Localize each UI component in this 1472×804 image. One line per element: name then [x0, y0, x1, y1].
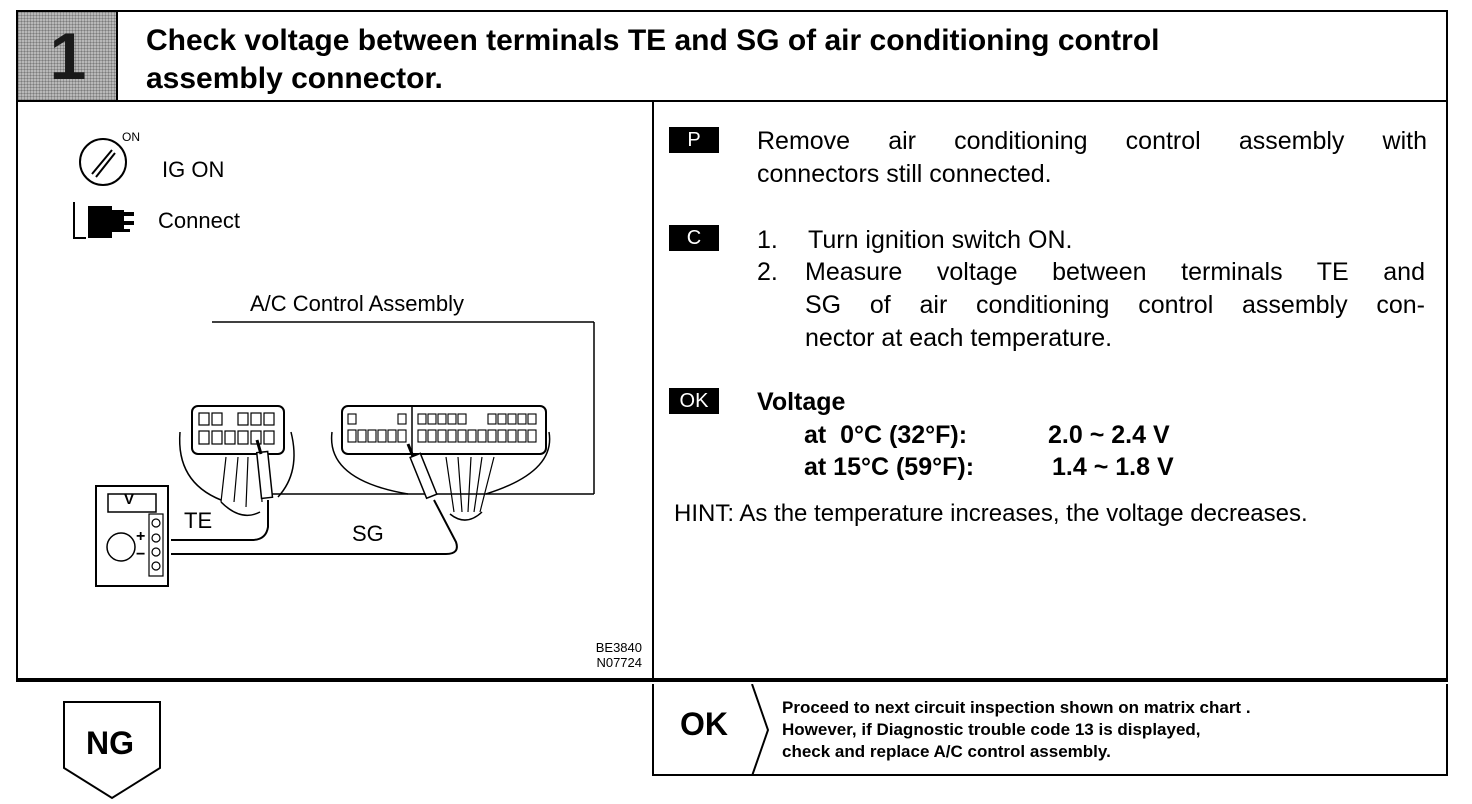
c-step1: Turn ignition switch ON.: [808, 226, 1073, 254]
p-line1: Remove air conditioning control assembly with: [757, 127, 1427, 155]
step-title: [146, 22, 1346, 98]
meter-label: V: [124, 491, 135, 508]
step-number: 1: [49, 19, 87, 93]
wiring-diagram: [16, 102, 654, 680]
connect-label: Connect: [158, 208, 240, 233]
voltage-row1-value: 2.0 ~ 2.4 V: [1048, 421, 1170, 449]
figure-code-line2: N07724: [596, 655, 642, 670]
ok-result-line2: However, if Diagnostic trouble code 13 is displayed,: [782, 720, 1201, 739]
minus-sign: −: [136, 546, 146, 563]
test-leads: [171, 500, 457, 554]
c-step1-num: 1.: [757, 226, 778, 254]
c-step2-line3: nector at each temperature.: [805, 324, 1113, 352]
plus-sign: +: [136, 528, 146, 545]
step-title-line2: assembly connector.: [146, 62, 443, 95]
ok-result-text: [782, 697, 1251, 763]
ignition-key-icon: [80, 139, 126, 185]
c-step2-num: 2.: [757, 258, 778, 286]
te-label: TE: [184, 508, 213, 533]
connector-icon: [74, 202, 134, 238]
ok-result-label: OK: [680, 706, 728, 742]
figure-code: [560, 640, 642, 670]
voltage-row1-label: at 0°C (32°F):: [804, 421, 968, 449]
voltage-row2-value: 1.4 ~ 1.8 V: [1052, 453, 1174, 481]
ng-result-label: NG: [86, 725, 134, 761]
ignition-label: IG ON: [162, 157, 225, 182]
ok-tag: OK: [669, 388, 719, 414]
assembly-label: A/C Control Assembly: [250, 291, 464, 316]
step-header: [16, 10, 1448, 102]
voltage-row2-label: at 15°C (59°F):: [804, 453, 975, 481]
sg-label: SG: [352, 521, 384, 546]
ok-result-line3: check and replace A/C control assembly.: [782, 742, 1111, 761]
sg-connector: [332, 406, 550, 520]
ok-chevron: [740, 684, 780, 776]
c-step2-line2: SG of air conditioning control assembly con-: [805, 291, 1425, 319]
ignition-on-superscript: ON: [122, 130, 140, 144]
ok-result-line1: Proceed to next circuit inspection shown on matrix chart .: [782, 698, 1251, 717]
panel-bottom-border: [16, 680, 1448, 682]
p-tag: P: [669, 127, 719, 153]
hint-text: HINT: As the temperature increases, the voltage decreases.: [674, 500, 1308, 527]
c-tag: C: [669, 225, 719, 251]
p-line2: connectors still connected.: [757, 160, 1052, 188]
figure-code-line1: BE3840: [595, 640, 642, 655]
c-step2-line1: Measure voltage between terminals TE and: [805, 258, 1425, 286]
te-connector: [180, 406, 294, 515]
step-number-box: [18, 12, 118, 100]
step-title-line1: Check voltage between terminals TE and SG of air conditioning control: [146, 24, 1160, 57]
voltage-title: Voltage: [757, 388, 846, 416]
